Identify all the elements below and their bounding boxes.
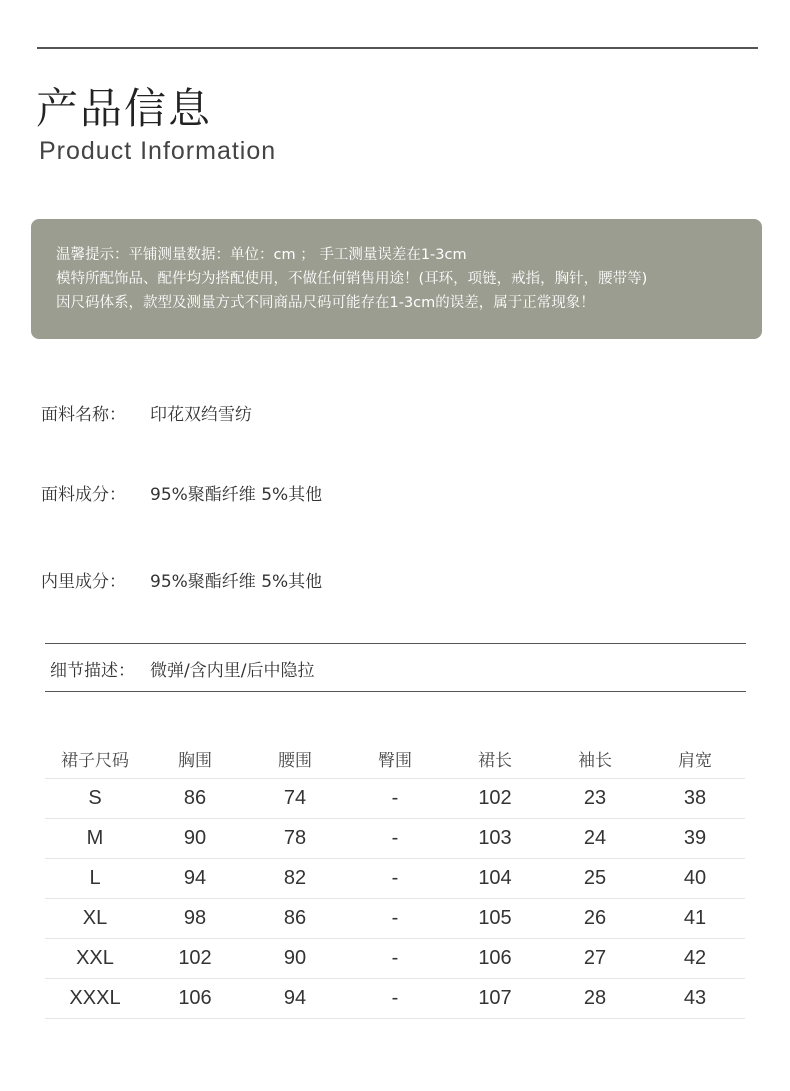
table-cell: 90 xyxy=(145,819,245,859)
column-header: 臀围 xyxy=(378,750,412,771)
column-header: 裙子尺码 xyxy=(61,750,129,771)
table-cell: - xyxy=(345,899,445,939)
table-row xyxy=(45,979,745,1019)
column-header: 肩宽 xyxy=(678,750,712,771)
table-cell: XXL xyxy=(45,939,145,979)
table-cell: 39 xyxy=(645,819,745,859)
notice-line: 温馨提示：平铺测量数据：单位：cm ； 手工测量误差在1-3cm xyxy=(56,247,467,263)
table-cell: - xyxy=(345,859,445,899)
table-cell: 102 xyxy=(445,779,545,819)
table-cell: 78 xyxy=(245,819,345,859)
fabric-composition-row xyxy=(41,480,322,505)
detail-value: 微弹/含内里/后中隐拉 xyxy=(150,661,315,681)
fabric-name-label: 面料名称： xyxy=(41,405,126,425)
table-cell: 107 xyxy=(445,979,545,1019)
fabric-name-value: 印花双绉雪纺 xyxy=(150,405,252,425)
table-cell: 94 xyxy=(245,979,345,1019)
top-divider xyxy=(37,47,758,49)
table-cell: 104 xyxy=(445,859,545,899)
table-cell: 38 xyxy=(645,779,745,819)
page-subtitle: Product Information xyxy=(39,137,277,165)
table-cell: M xyxy=(45,819,145,859)
fabric-name-row xyxy=(41,400,252,425)
column-header: 袖长 xyxy=(578,750,612,771)
table-row xyxy=(45,939,745,979)
table-cell: 43 xyxy=(645,979,745,1019)
table-row xyxy=(45,859,745,899)
column-header: 胸围 xyxy=(178,750,212,771)
table-cell: XXXL xyxy=(45,979,145,1019)
table-cell: 40 xyxy=(645,859,745,899)
table-cell: 86 xyxy=(145,779,245,819)
table-cell: 86 xyxy=(245,899,345,939)
notice-line: 模特所配饰品、配件均为搭配使用，不做任何销售用途！(耳环，项链，戒指，胸针，腰带等) xyxy=(56,271,648,287)
detail-top-divider xyxy=(45,643,746,644)
lining-composition-label: 内里成分： xyxy=(41,572,126,592)
table-cell: 74 xyxy=(245,779,345,819)
table-cell: 24 xyxy=(545,819,645,859)
table-cell: 105 xyxy=(445,899,545,939)
table-cell: - xyxy=(345,939,445,979)
detail-row xyxy=(50,656,314,681)
fabric-composition-label: 面料成分： xyxy=(41,485,126,505)
detail-bottom-divider xyxy=(45,691,746,692)
column-header: 裙长 xyxy=(478,750,512,771)
detail-label: 细节描述： xyxy=(50,661,135,681)
lining-composition-value: 95%聚酯纤维 5%其他 xyxy=(150,572,323,592)
table-cell: 106 xyxy=(145,979,245,1019)
table-cell: 25 xyxy=(545,859,645,899)
table-cell: 23 xyxy=(545,779,645,819)
table-cell: - xyxy=(345,819,445,859)
column-header: 腰围 xyxy=(278,750,312,771)
table-row xyxy=(45,819,745,859)
page-title: 产品信息 xyxy=(36,84,213,133)
table-cell: 106 xyxy=(445,939,545,979)
table-row xyxy=(45,779,745,819)
table-cell: 90 xyxy=(245,939,345,979)
lining-composition-row xyxy=(41,567,322,592)
notice-box xyxy=(31,219,762,339)
fabric-composition-value: 95%聚酯纤维 5%其他 xyxy=(150,485,323,505)
size-table xyxy=(45,738,745,1019)
table-cell: - xyxy=(345,779,445,819)
table-cell: S xyxy=(45,779,145,819)
size-table-header xyxy=(45,738,745,779)
table-cell: 26 xyxy=(545,899,645,939)
table-cell: 82 xyxy=(245,859,345,899)
table-cell: 102 xyxy=(145,939,245,979)
table-cell: 98 xyxy=(145,899,245,939)
table-cell: 28 xyxy=(545,979,645,1019)
table-cell: L xyxy=(45,859,145,899)
table-cell: 27 xyxy=(545,939,645,979)
table-cell: - xyxy=(345,979,445,1019)
table-cell: 94 xyxy=(145,859,245,899)
table-cell: 103 xyxy=(445,819,545,859)
table-row xyxy=(45,899,745,939)
table-cell: 41 xyxy=(645,899,745,939)
notice-line: 因尺码体系，款型及测量方式不同商品尺码可能存在1-3cm的误差，属于正常现象！ xyxy=(56,295,595,311)
table-cell: 42 xyxy=(645,939,745,979)
table-cell: XL xyxy=(45,899,145,939)
